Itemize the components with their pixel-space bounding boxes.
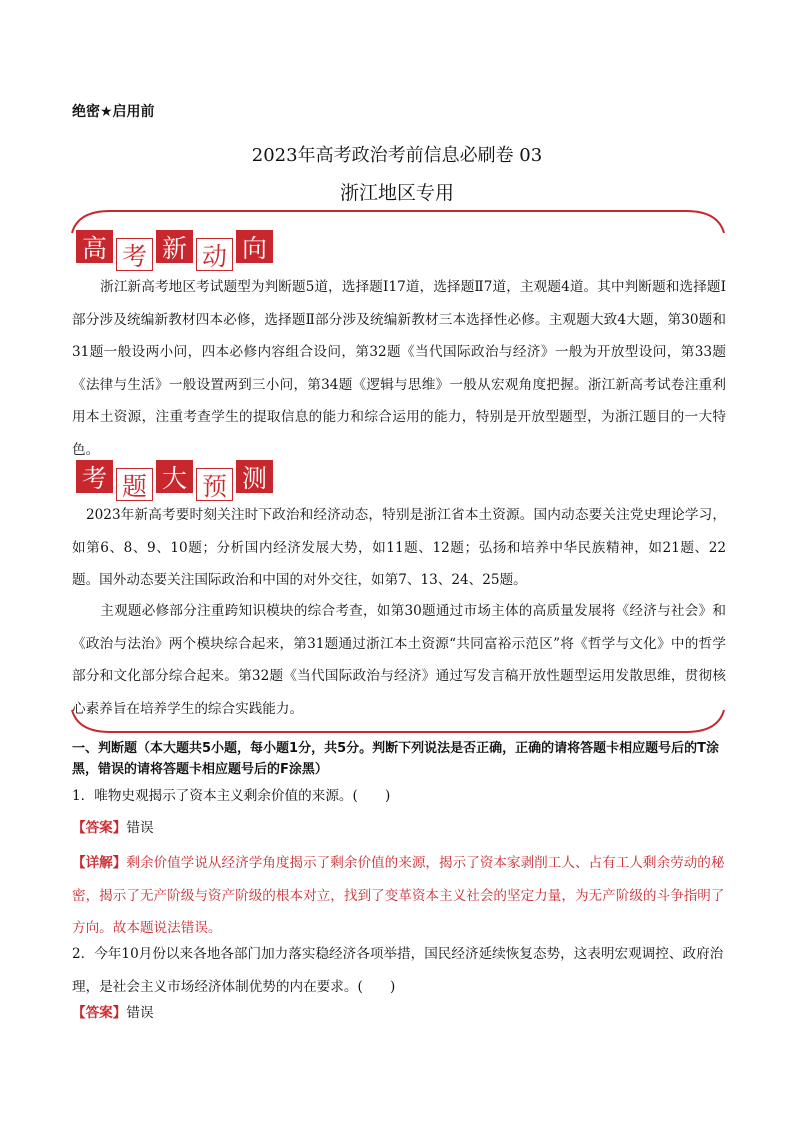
banner-char: 考 <box>116 238 153 271</box>
banner-char: 高 <box>76 230 113 263</box>
trends-paragraph <box>72 271 726 466</box>
detail-label: 【详解】 <box>72 855 127 871</box>
banner-gaokao-trends <box>76 230 273 271</box>
answer-2 <box>72 1001 726 1026</box>
banner-char: 大 <box>156 460 193 493</box>
answer-1 <box>72 816 726 841</box>
banner-char: 新 <box>156 230 193 263</box>
answer-label: 【答案】 <box>72 820 127 836</box>
paper-title: 2023年高考政治考前信息必刷卷 03 <box>251 145 543 166</box>
banner-char: 向 <box>236 230 273 263</box>
answer-value: 错误 <box>126 1005 154 1021</box>
bottom-curve-divider <box>70 708 726 738</box>
banner-char: 预 <box>196 468 233 501</box>
detail-1 <box>72 847 726 945</box>
banner-exam-forecast <box>76 460 273 501</box>
banner-char: 测 <box>236 460 273 493</box>
forecast-paragraph-1 <box>72 499 726 597</box>
banner-char: 考 <box>76 460 113 493</box>
forecast-text-2: 主观题必修部分注重跨知识模块的综合考查，如第30题通过市场主体的高质量发展将《经济与社会》和《政治与法治》两个模块综合起来，第31题通过浙江本土资源“共同富裕示范区”将《哲学与文化》中的哲学部分和文化部分综合起来。第32题《当代国际政治与经济》通过写发言稿开放性题型运用发散思维，贯彻核心素养旨在培养学生的综合实践能力。 <box>72 603 726 717</box>
detail-text: 剩余价值学说从经济学角度揭示了剩余价值的来源，揭示了资本家剥削工人、占有工人剩余劳动的秘密，揭示了无产阶级与资产阶级的根本对立，找到了变革资本主义社会的坚定力量，为无产阶级的斗争指明了方向。故本题说法错误。 <box>72 855 725 936</box>
forecast-text-1: 2023年新高考要时刻关注时下政治和经济动态，特别是浙江省本土资源。国内动态要关注党史理论学习，如第6、8、9、10题；分析国内经济发展大势，如11题、12题；弘扬和培养中华民族精神，如21题、22题。国外动态要关注国际政治和中国的对外交往，如第7、13、24、25题。 <box>72 507 726 588</box>
paper-subtitle: 浙江地区专用 <box>339 182 454 204</box>
trends-text: 浙江新高考地区考试题型为判断题5道，选择题Ⅰ17道，选择题Ⅱ7道，主观题4道。其中判断题和选择题Ⅰ部分涉及统编新教材四本必修，选择题Ⅱ部分涉及统编新教材三本选择性必修。主观题大致4大题，第30题和31题一般设两小问，四本必修内容组合设问，第32题《当代国际政治与经济》一般为开放型设问，第33题《法律与生活》一般设置两到三小问，第34题《逻辑与思维》一般从宏观角度把握。浙江新高考试卷注重利用本土资源，注重考查学生的提取信息的能力和综合运用的能力，特别是开放型题型，为浙江题目的一大特色。 <box>72 279 726 458</box>
forecast-paragraph-2 <box>72 595 726 725</box>
answer-value: 错误 <box>126 820 154 836</box>
section-heading: 一、判断题（本大题共5小题，每小题1分，共5分。判断下列说法是否正确，正确的请将答题卡相应题号后的T涂黑，错误的请将答题卡相应题号后的F涂黑） <box>72 741 720 777</box>
confidential-mark: 绝密★启用前 <box>72 104 155 120</box>
banner-char: 动 <box>196 238 233 271</box>
banner-char: 题 <box>116 468 153 501</box>
question-1: 1．唯物史观揭示了资本主义剩余价值的来源。( ) <box>72 788 391 804</box>
question-2: 2．今年10月份以来各地各部门加力落实稳经济各项举措，国民经济延续恢复态势，这表明宏观调控、政府治理，是社会主义市场经济体制优势的内在要求。( ) <box>72 946 724 995</box>
answer-label: 【答案】 <box>72 1005 127 1021</box>
